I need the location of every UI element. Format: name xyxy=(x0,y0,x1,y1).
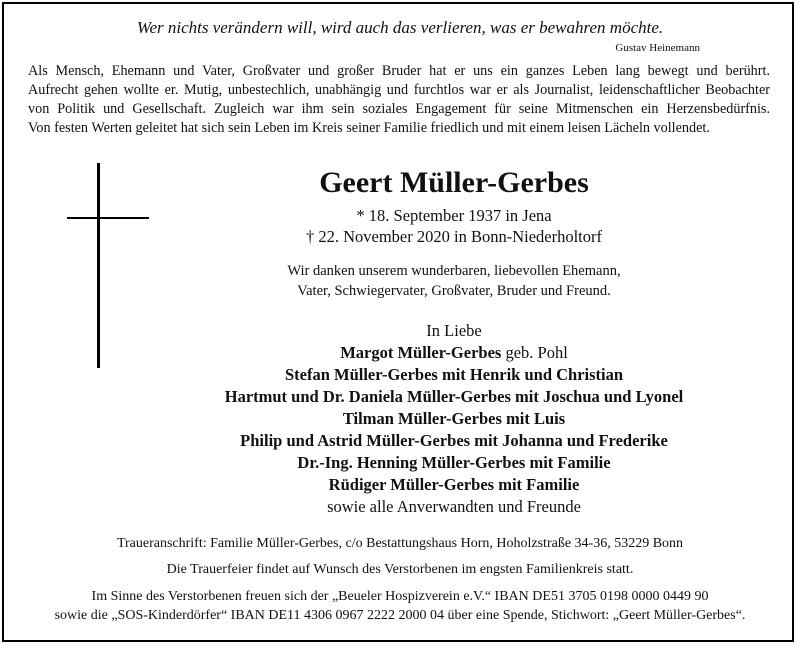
donation-note xyxy=(0,587,800,625)
thanks-text xyxy=(54,261,800,301)
intro-line: Als Mensch, Ehemann und Vater, Großvater und großer Bruder hat er uns ein ganzes Leben lang bewegt und berührt. xyxy=(28,63,770,79)
intro-paragraph xyxy=(28,62,770,138)
mourning-address: Traueranschrift: Familie Müller-Gerbes, c/o Bestattungshaus Horn, Hoholzstraße 34-36, 53229 Bonn xyxy=(116,536,684,551)
donation-line: sowie die „SOS-Kinderdörfer“ IBAN DE11 4306 0967 2222 2000 04 über eine Spende, Stichwort: „Geert Müller-Gerbes“. xyxy=(54,608,746,623)
family-list xyxy=(54,320,800,518)
family-closing: sowie alle Anverwandten und Freunde xyxy=(327,497,581,516)
quote-author: Gustav Heinemann xyxy=(615,42,700,54)
family-member: Rüdiger Müller-Gerbes mit Familie xyxy=(328,475,580,494)
family-member: Philip und Astrid Müller-Gerbes mit Johanna und Frederike xyxy=(240,431,668,450)
ceremony-note: Die Trauerfeier findet auf Wunsch des Verstorbenen im engsten Familienkreis statt. xyxy=(166,562,634,577)
thanks-line: Vater, Schwiegervater, Großvater, Bruder und Freund. xyxy=(297,283,611,299)
family-member: Hartmut und Dr. Daniela Müller-Gerbes mit Joschua und Lyonel xyxy=(224,387,684,406)
quote-text: Wer nichts verändern will, wird auch das verlieren, was er bewahren möchte. xyxy=(136,18,664,37)
death-date: † 22. November 2020 in Bonn-Niederholtorf xyxy=(305,227,603,246)
donation-line: Im Sinne des Verstorbenen freuen sich der „Beueler Hospizverein e.V.“ IBAN DE51 3705 0198 0000 0449 90 xyxy=(91,589,709,604)
life-dates xyxy=(54,205,800,247)
family-member: Dr.-Ing. Henning Müller-Gerbes mit Familie xyxy=(297,453,611,472)
widow-name: Margot Müller-Gerbes xyxy=(340,343,502,362)
birth-date: * 18. September 1937 in Jena xyxy=(356,206,552,225)
thanks-line: Wir danken unserem wunderbaren, liebevollen Ehemann, xyxy=(287,263,621,279)
intro-line: von Politik und Gesellschaft. Zugleich war ihm sein soziales Engagement für seine Mitmenschen ein Herzensbedürfnis. xyxy=(28,101,770,117)
family-member: Tilman Müller-Gerbes mit Luis xyxy=(342,409,566,428)
family-intro: In Liebe xyxy=(426,321,482,340)
widow-line xyxy=(54,342,800,364)
intro-line: Von festen Werten geleitet hat sich sein Leben im Kreis seiner Familie friedlich und mit einem leisen Lächeln vollendet. xyxy=(28,120,710,136)
intro-line: Aufrecht gehen wollte er. Mutig, unbestechlich, unabhängig und furchtlos war er als Journalist, leidenschaftlicher Beobachter xyxy=(28,82,770,98)
widow-maiden-name: geb. Pohl xyxy=(501,343,568,362)
deceased-name: Geert Müller-Gerbes xyxy=(319,166,589,199)
family-member: Stefan Müller-Gerbes mit Henrik und Christian xyxy=(284,365,624,384)
